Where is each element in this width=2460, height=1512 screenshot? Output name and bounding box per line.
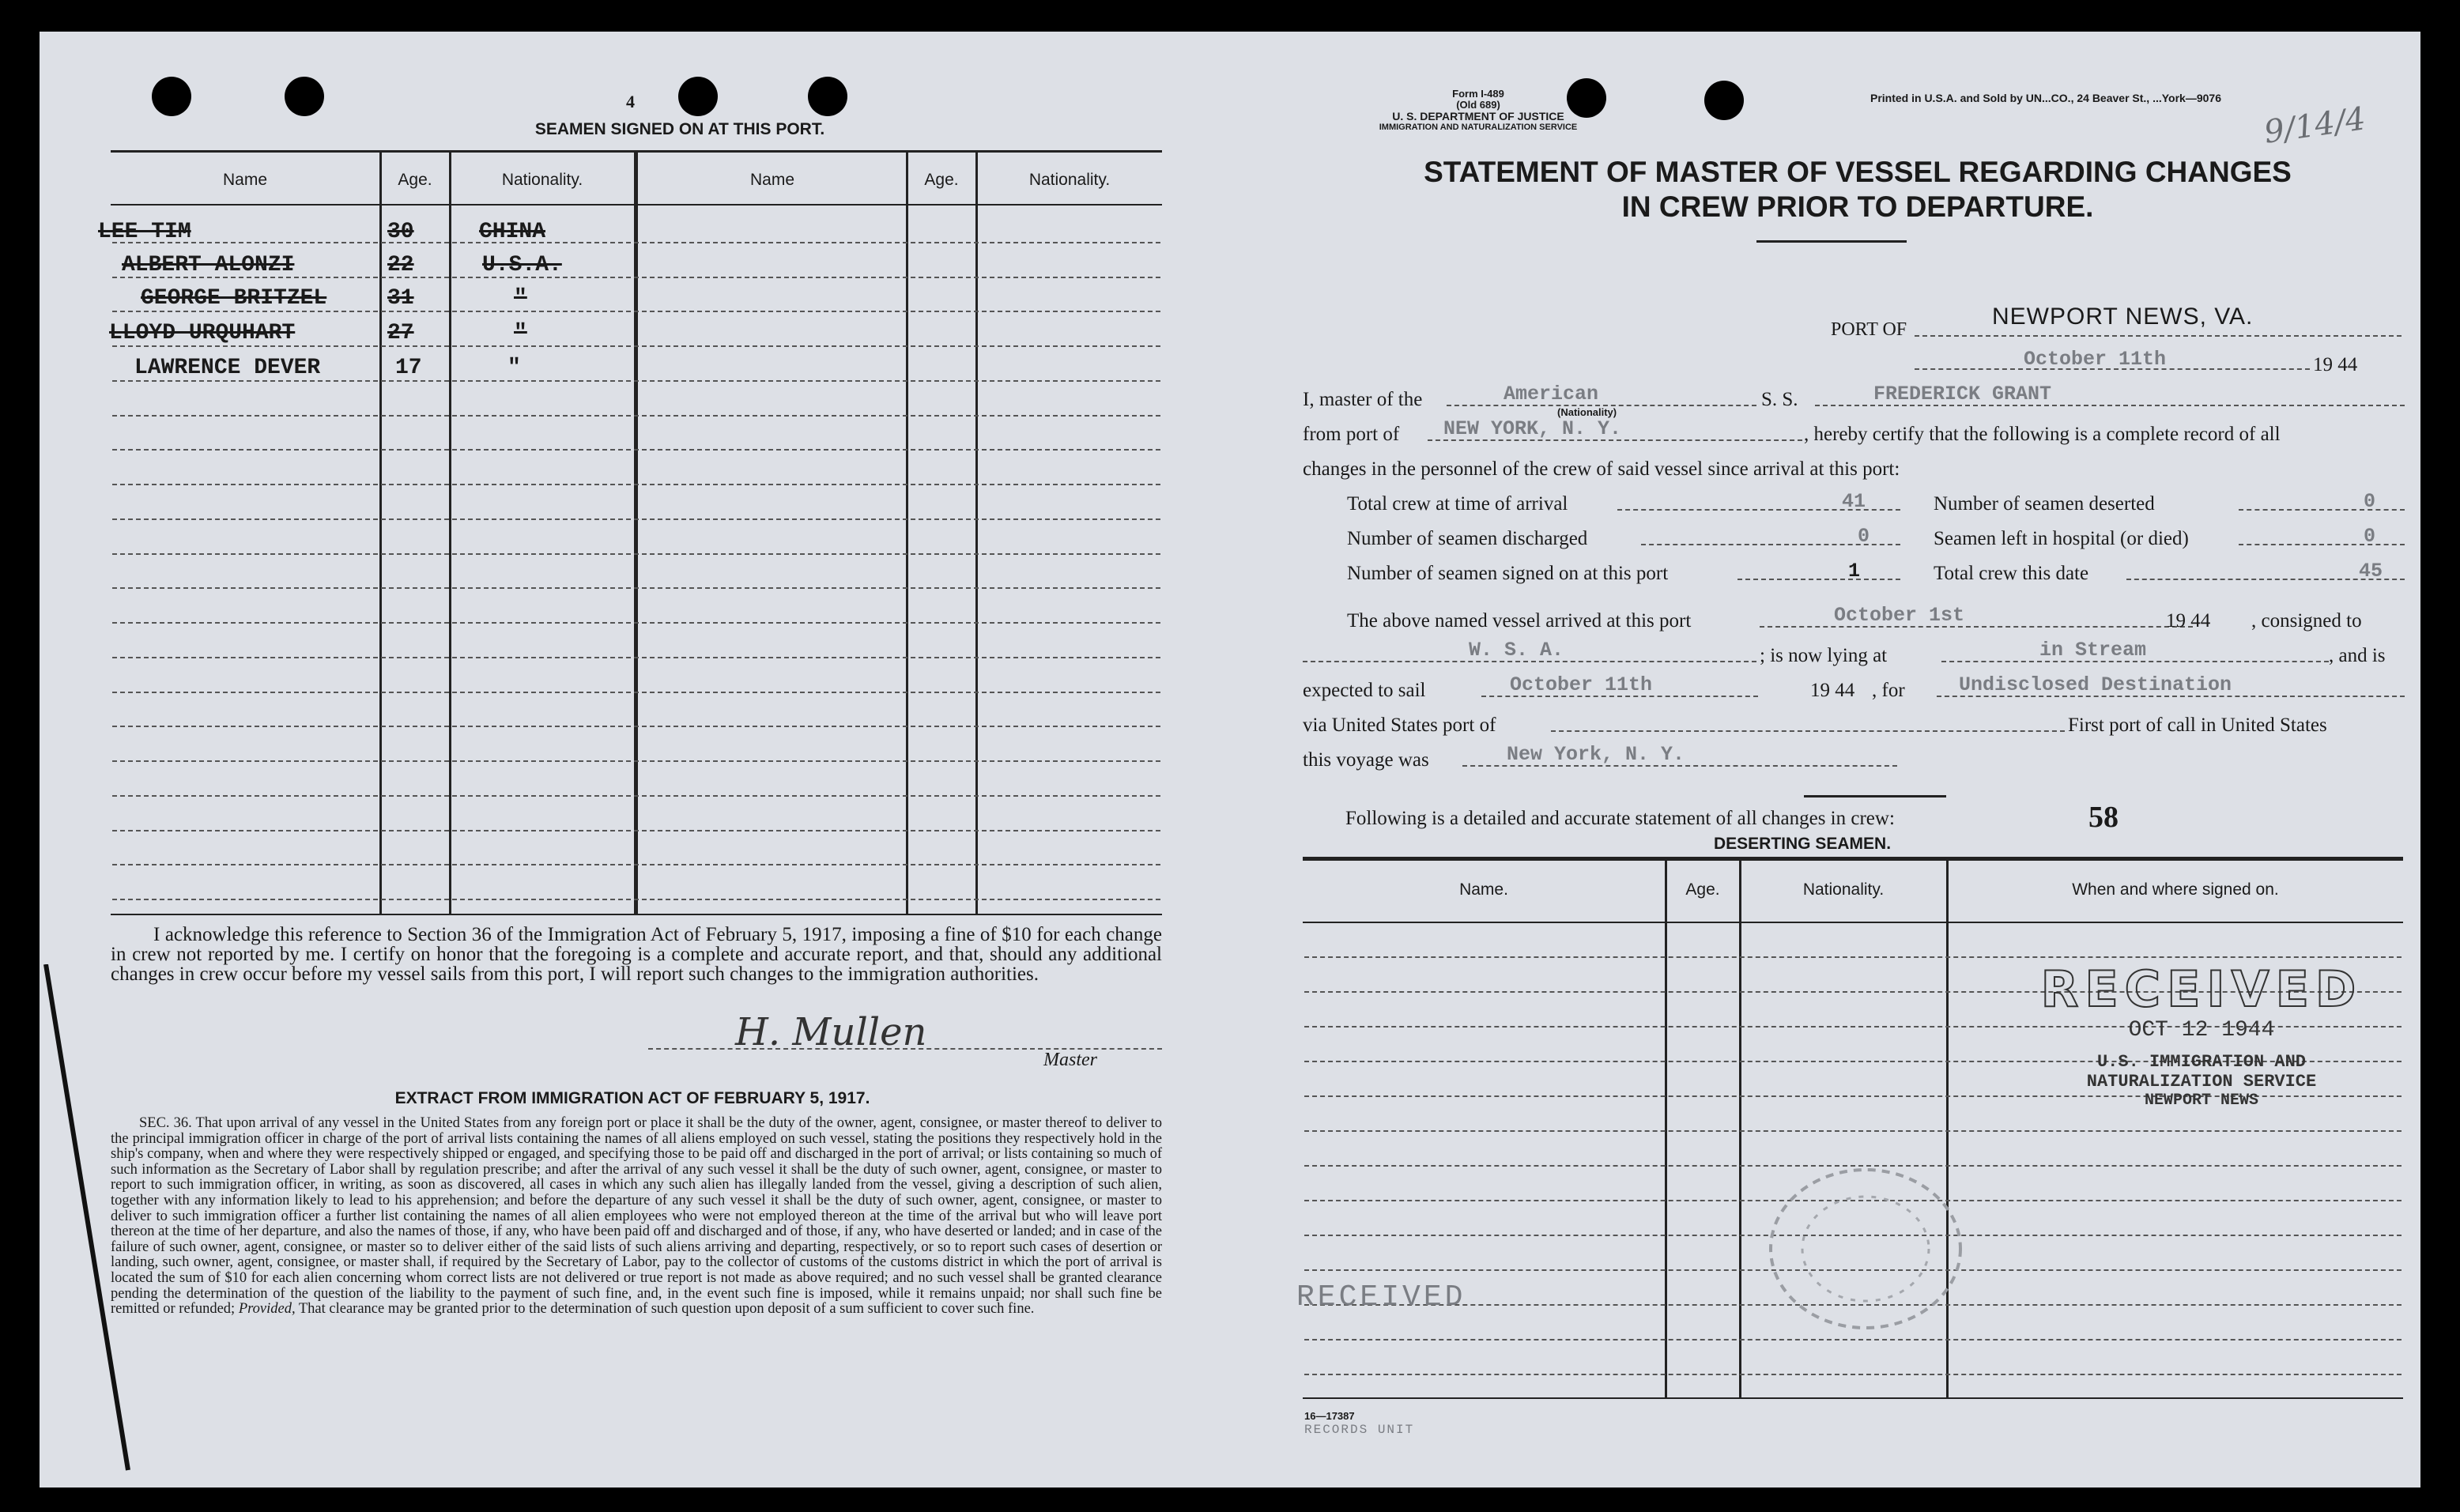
- destination-value: Undisclosed Destination: [1959, 673, 2232, 696]
- column-divider: [975, 152, 978, 914]
- col-header-nationality: Nationality.: [1028, 171, 1111, 189]
- row-rule: [112, 622, 1160, 624]
- printer-line: Printed in U.S.A. and Sold by UN...CO., 24 Beaver St., ...York—9076: [1870, 92, 2221, 104]
- table-row: LEE TIM: [98, 220, 191, 244]
- stat-hospital: [1934, 528, 2189, 550]
- stamp-city: NEWPORT NEWS: [2144, 1092, 2259, 1110]
- title-line-1: STATEMENT OF MASTER OF VESSEL REGARDING CHANGES: [1424, 156, 2292, 188]
- right-page-title: [1296, 155, 2419, 224]
- table-row: 17: [395, 356, 422, 380]
- ss-label: S. S.: [1761, 389, 1798, 410]
- expected-year: 19 44: [1810, 680, 1855, 701]
- port-value: NEWPORT NEWS, VA.: [1992, 304, 2254, 330]
- col-header-name: Name: [749, 171, 795, 189]
- table-row: ": [514, 321, 527, 345]
- form-id: [1375, 89, 1581, 133]
- certify-text-2: changes in the personnel of the crew of said vessel since arrival at this port:: [1303, 458, 1900, 480]
- table-row: 27: [387, 321, 414, 345]
- column-divider: [634, 152, 638, 914]
- arrived-underline: [1760, 626, 2193, 628]
- expected-label: expected to sail: [1303, 680, 1426, 701]
- row-rule: [112, 726, 1160, 727]
- table-row: LAWRENCE DEVER: [134, 356, 321, 380]
- lying-label: ; is now lying at: [1760, 645, 1888, 666]
- section-rule: [1804, 795, 1946, 797]
- first-port-label: First port of call in United States: [2068, 715, 2327, 736]
- desert-table-header-rule: [1303, 922, 2403, 923]
- stat-total: [1934, 563, 2088, 585]
- punch-hole: [1704, 81, 1744, 120]
- row-rule: [112, 553, 1160, 555]
- department: U. S. DEPARTMENT OF JUSTICE: [1392, 110, 1564, 123]
- stamp-agency-1: U.S. IMMIGRATION AND: [2096, 1052, 2307, 1072]
- document-sheet: [40, 32, 2420, 1487]
- via-label: via United States port of: [1303, 715, 1496, 736]
- following-text: Following is a detailed and accurate statement of all changes in crew:: [1345, 808, 1895, 829]
- stat-value: 41: [1842, 490, 1866, 513]
- stat-signed-on: [1347, 563, 1668, 585]
- arrived-label: The above named vessel arrived at this port: [1347, 610, 1692, 632]
- voyage-value: New York, N. Y.: [1507, 743, 1685, 766]
- column-divider: [1665, 860, 1667, 1397]
- extract-proviso: Provided,: [238, 1301, 296, 1318]
- row-rule: [112, 760, 1160, 762]
- stat-value: 0: [1858, 525, 1870, 548]
- row-rule: [112, 864, 1160, 865]
- col-header-age: Age.: [924, 171, 959, 189]
- stat-label: Number of seamen signed on at this port: [1347, 563, 1669, 584]
- column-divider: [379, 152, 382, 914]
- row-rule: [112, 899, 1160, 900]
- footer-records: RECORDS UNIT: [1304, 1423, 1415, 1437]
- desert-col-age: Age.: [1685, 880, 1720, 899]
- table-row: U.S.A.: [482, 253, 562, 277]
- desert-col-name: Name.: [1459, 880, 1508, 899]
- from-port-value: NEW YORK, N. Y.: [1443, 417, 1622, 440]
- table-row: LLOYD URQUHART: [109, 321, 296, 345]
- col-header-nationality: Nationality.: [501, 171, 583, 189]
- punch-hole: [152, 77, 191, 116]
- form-old-number: (Old 689): [1456, 99, 1500, 111]
- title-underline: [1756, 240, 1907, 243]
- torn-edge-line: [40, 964, 150, 1486]
- row-rule: [112, 345, 1160, 347]
- lying-value: in Stream: [2039, 639, 2147, 662]
- col-header-age: Age.: [398, 171, 432, 189]
- row-rule: [112, 484, 1160, 485]
- row-rule: [112, 830, 1160, 831]
- row-rule: [112, 692, 1160, 693]
- desert-table-top: [1303, 857, 2403, 861]
- and-is-label: , and is: [2329, 645, 2386, 666]
- row-rule: [112, 518, 1160, 520]
- row-rule: [112, 795, 1160, 797]
- table-row: CHINA: [479, 220, 546, 244]
- extract-tail: That clearance may be granted prior to the determination of such question upon deposit of a sum sufficient to cover such fine.: [298, 1301, 1035, 1318]
- row-rule: [112, 449, 1160, 451]
- desert-table-bottom: [1303, 1397, 2403, 1399]
- punch-hole: [678, 77, 718, 116]
- extract-title: EXTRACT FROM IMMIGRATION ACT OF FEBRUARY 5, 1917.: [394, 1089, 870, 1107]
- master-of-label: I, master of the: [1303, 389, 1423, 410]
- voyage-label: this voyage was: [1303, 749, 1429, 771]
- stat-label: Total crew this date: [1934, 563, 2089, 584]
- stat-value: 45: [2359, 560, 2383, 583]
- master-signature: H. Mullen: [735, 1010, 927, 1054]
- date-value: October 11th: [2024, 348, 2167, 371]
- col-header-name: Name: [222, 171, 268, 189]
- service-name: IMMIGRATION AND NATURALIZATION SERVICE: [1379, 123, 1578, 132]
- table-row: ": [514, 286, 527, 311]
- row-rule: [112, 415, 1160, 417]
- certify-text: , hereby certify that the following is a complete record of all: [1804, 424, 2281, 445]
- row-rule: [112, 311, 1160, 312]
- row-rule: [1304, 956, 2402, 958]
- table-row: 31: [387, 286, 414, 311]
- desert-col-when-where: When and where signed on.: [2072, 880, 2279, 899]
- nationality-value: American: [1504, 383, 1599, 405]
- row-rule: [1304, 1130, 2402, 1132]
- from-port-label: from port of: [1303, 424, 1400, 445]
- title-line-2: IN CREW PRIOR TO DEPARTURE.: [1621, 190, 2094, 223]
- acknowledgment-text: I acknowledge this reference to Section 36 of the Immigration Act of February 5, 1917, imposing a fine of $10 for each change in crew not reported by me. I certify on honor that the foregoing is a complete and accurate report, and that, should any additional changes in crew occur before my vessel sails from this port, I will report such changes to the immigration authorities.: [111, 924, 1162, 985]
- stat-label: Total crew at time of arrival: [1347, 493, 1568, 515]
- row-rule: [1304, 1374, 2402, 1375]
- stat-value: 0: [2364, 490, 2376, 513]
- stat-underline: [2239, 544, 2405, 545]
- handwritten-note: 9/14/4: [2262, 100, 2368, 151]
- form-number: Form I-489: [1452, 88, 1504, 100]
- stat-value: 1: [1848, 560, 1861, 583]
- extract-text: SEC. 36. That upon arrival of any vessel in the United States from any foreign port or place it shall be the duty of the owner, agent, consignee, or master thereof to deliver to the principal immigration officer in charge of the port of arrival lists containing the names of all aliens employed on such vessel, stating the positions they respectively hold in the ship's company, when and where they were respectively shipped or engaged, and specifying those to be paid off and discharged in the port of arrival; or lists containing so much of such information as the Secretary of Labor shall by regulation prescribe; and after the arrival of any such vessel it shall be the duty of such owner, agent, consignee, or master to report to such immigration officer, in writing, as soon as discovered, all cases in which any such alien has illegally landed from the vessel, giving a description of such alien, together with any information likely to lead to his apprehension; and before the departure of any such vessel it shall be the duty of such owner, agent, consignee, or master to deliver to such immigration officer a further list containing the names of all alien employees who were not employed thereon at the time of the arrival but who will leave port thereon at the time of her departure, and also the names of those, if any, who have been paid off and discharged and of those, if any, who have deserted or landed; and in case of the failure of such owner, agent, consignee, or master so to deliver either of the said lists of such aliens arriving and departing, respectively, or so to report such cases of desertion or landing, such owner, agent, consignee, or master shall, if required by the Secretary of Labor, pay to the collector of customs of the customs district in which the port of arrival is located the sum of $10 for each alien concerning whom correct lists are not delivered or true report is not made as above required; and no such vessel shall be granted clearance pending the determination of the question of the liability to the payment of such fine, and, in the event such fine is imposed, while it remains unpaid; nor shall such fine be remitted or refunded;: [111, 1115, 1162, 1318]
- table-row: 30: [387, 220, 414, 244]
- extract-body: [111, 1116, 1162, 1318]
- stamp-number: 58: [2088, 801, 2119, 834]
- column-divider: [906, 152, 908, 914]
- table-bottom-rule: [111, 914, 1162, 915]
- faded-round-stamp: [1755, 1154, 2039, 1344]
- for-label: , for: [1872, 680, 1905, 701]
- desert-col-nationality: Nationality.: [1802, 880, 1885, 899]
- vessel-name: FREDERICK GRANT: [1873, 383, 2052, 405]
- expected-value: October 11th: [1510, 673, 1653, 696]
- table-row: ": [507, 356, 521, 380]
- row-rule: [112, 657, 1160, 658]
- stat-arrival: [1347, 493, 1900, 515]
- stat-deserted: [1934, 493, 2155, 515]
- page-number: 4: [626, 92, 635, 111]
- table-row: ALBERT ALONZI: [122, 253, 295, 277]
- deserting-title: DESERTING SEAMEN.: [1714, 835, 1892, 853]
- signature-label: Master: [1043, 1050, 1097, 1070]
- port-underline: [1915, 335, 2402, 337]
- via-underline: [1551, 730, 2065, 732]
- row-rule: [112, 587, 1160, 589]
- stat-underline: [2239, 509, 2405, 511]
- faded-received-text: RECEIVED: [1296, 1280, 1466, 1314]
- table-row: 22: [387, 253, 414, 277]
- column-divider: [449, 152, 451, 914]
- stamp-date: OCT 12 1944: [2128, 1018, 2275, 1043]
- arrived-value: October 1st: [1834, 604, 1965, 627]
- consigned-label: , consigned to: [2251, 610, 2362, 632]
- received-stamp: [2032, 960, 2371, 1110]
- punch-hole: [808, 77, 847, 116]
- table-row: GEORGE BRITZEL: [141, 286, 327, 311]
- date-year: 19 44: [2313, 354, 2358, 375]
- stat-label: Number of seamen discharged: [1347, 528, 1588, 549]
- left-page-title: SEAMEN SIGNED ON AT THIS PORT.: [534, 120, 825, 138]
- footer-code: 16—17387: [1304, 1410, 1355, 1422]
- consignee-value: W. S. A.: [1469, 639, 1564, 662]
- punch-hole: [285, 77, 324, 116]
- row-rule: [112, 242, 1160, 243]
- stat-value: 0: [2364, 525, 2376, 548]
- stat-underline: [1737, 579, 1900, 580]
- stat-label: Number of seamen deserted: [1934, 493, 2155, 515]
- nationality-caption: (Nationality): [1557, 406, 1617, 418]
- port-label: PORT OF: [1831, 319, 1907, 340]
- arrived-year: 19 44: [2166, 610, 2211, 632]
- stat-discharged: [1347, 528, 1587, 550]
- stamp-agency-2: NATURALIZATION SERVICE: [2086, 1072, 2317, 1092]
- column-divider: [1739, 860, 1741, 1397]
- stat-label: Seamen left in hospital (or died): [1934, 528, 2189, 549]
- stamp-word: RECEIVED: [2040, 960, 2363, 1018]
- row-rule: [112, 380, 1160, 382]
